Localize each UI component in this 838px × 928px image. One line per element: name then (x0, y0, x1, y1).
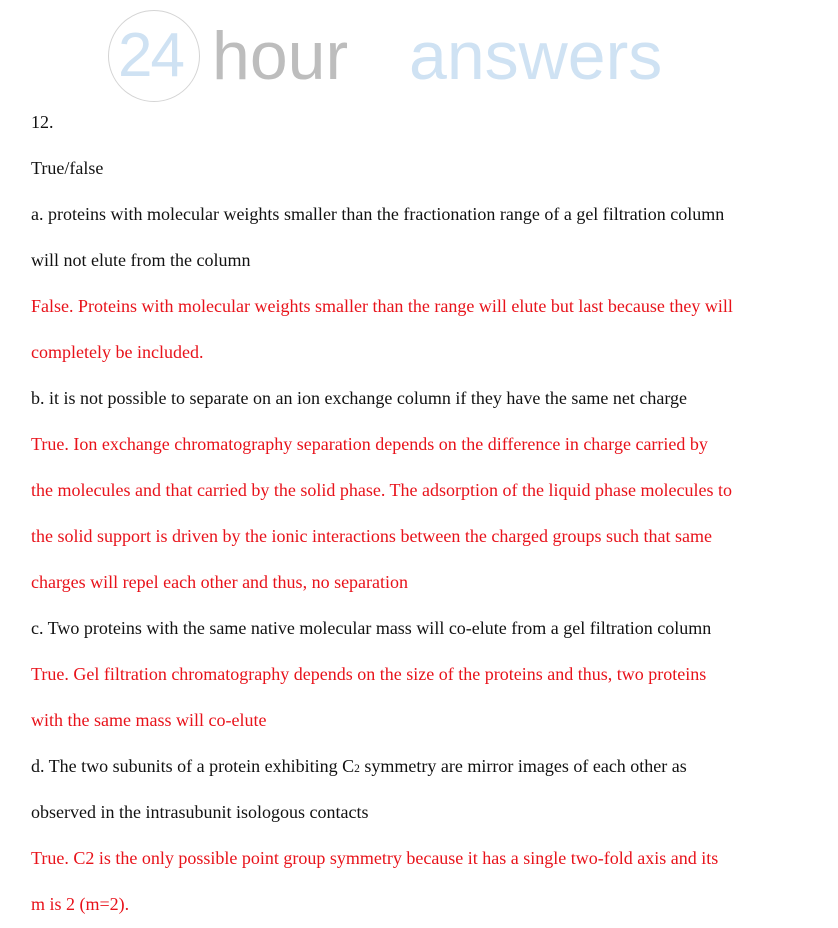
answer-c-line-2: with the same mass will co-elute (31, 710, 267, 730)
question-d-line-2: observed in the intrasubunit isologous contacts (31, 802, 369, 822)
question-a-line-1: a. proteins with molecular weights smaller than the fractionation range of a gel filtration column (31, 204, 725, 224)
logo-word-hour: hour (212, 18, 349, 94)
question-a-line-2: will not elute from the column (31, 250, 251, 270)
answer-c-line-1: True. Gel filtration chromatography depends on the size of the proteins and thus, two proteins (31, 664, 707, 684)
symmetry-symbol: C (342, 756, 355, 776)
logo-word-answers: answers (409, 18, 663, 94)
section-heading: True/false (31, 158, 104, 178)
symmetry-symbol-subscript: 2 (354, 763, 360, 775)
site-logo (108, 10, 708, 106)
question-d-line-1-start: d. The two subunits of a protein exhibiting (31, 756, 343, 776)
answer-d-line-1: True. C2 is the only possible point group symmetry because it has a single two-fold axis and its (31, 848, 719, 868)
answer-b-line-2: the molecules and that carried by the solid phase. The adsorption of the liquid phase molecules to (31, 480, 732, 500)
question-c-line-1: c. Two proteins with the same native molecular mass will co-elute from a gel filtration column (31, 618, 712, 638)
logo-number: 24 (118, 21, 183, 90)
answer-a-line-1: False. Proteins with molecular weights smaller than the range will elute but last because they will (31, 296, 733, 316)
answer-d-line-2: m is 2 (m=2). (31, 894, 130, 914)
question-d-line-1 (31, 755, 687, 780)
question-number: 12. (31, 112, 54, 132)
question-d-line-1-tail: symmetry are mirror images of each other as (359, 756, 687, 776)
question-b-line-1: b. it is not possible to separate on an ion exchange column if they have the same net charge (31, 388, 687, 408)
answer-b-line-4: charges will repel each other and thus, no separation (31, 572, 409, 592)
answer-b-line-1: True. Ion exchange chromatography separation depends on the difference in charge carried by (31, 434, 708, 454)
answer-a-line-2: completely be included. (31, 342, 204, 362)
answer-b-line-3: the solid support is driven by the ionic interactions between the charged groups such that same (31, 526, 713, 546)
